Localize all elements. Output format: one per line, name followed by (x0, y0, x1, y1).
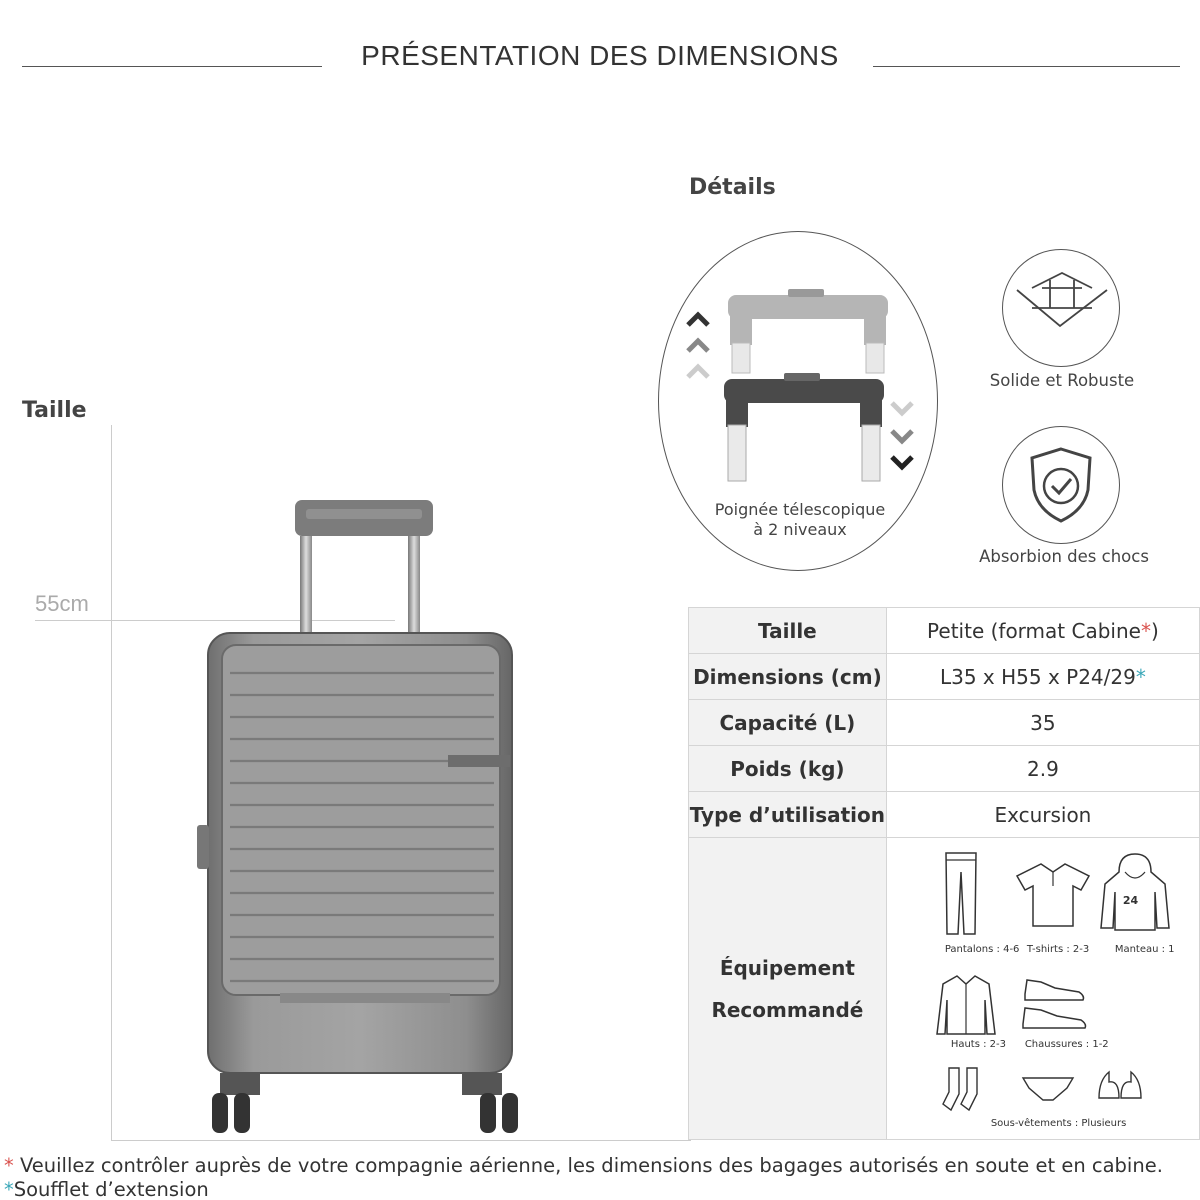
spec-key: Dimensions (cm) (689, 654, 887, 700)
spec-row (689, 792, 1200, 838)
tshirts-label: T-shirts : 2-3 (1026, 944, 1090, 955)
tshirt-icon (1013, 860, 1093, 930)
spec-row (689, 746, 1200, 792)
spec-value: Excursion (886, 792, 1199, 838)
shield-check-icon (1028, 446, 1094, 524)
shirt-icon (933, 972, 999, 1038)
spec-key: Taille (689, 608, 887, 654)
handle-caption-line1: Poignée télescopique (714, 500, 886, 519)
coat-label: Manteau : 1 (1114, 944, 1175, 955)
equipment-cell (886, 838, 1199, 1140)
spec-row (689, 700, 1200, 746)
spec-value (886, 654, 1199, 700)
footnote-star-red: * (4, 1154, 14, 1177)
feature-label-shock: Absorbion des chocs (979, 547, 1149, 566)
feature-label-structure: Solide et Robuste (989, 371, 1135, 390)
spec-row (689, 654, 1200, 700)
underwear-icon (1021, 1074, 1075, 1104)
spec-value: 2.9 (886, 746, 1199, 792)
bra-icon (1095, 1068, 1145, 1102)
spec-key: Poids (kg) (689, 746, 887, 792)
pants-label: Pantalons : 4-6 (944, 944, 1020, 955)
handle-caption (690, 500, 910, 540)
footnote-star-red: * (1140, 618, 1151, 643)
footnote-star-teal: * (4, 1178, 14, 1200)
equipment-key-line1: Équipement (719, 955, 855, 980)
equipment-key-line2: Recommandé (711, 997, 864, 1022)
tops-label: Hauts : 2-3 (950, 1039, 1006, 1050)
spec-value-suffix: ) (1150, 618, 1159, 643)
spec-value-text: L35 x H55 x P24/29 (939, 664, 1136, 689)
equipment-key (689, 838, 887, 1140)
shoes-icon (1019, 968, 1089, 1032)
underwear-label: Sous-vêtements : Plusieurs (990, 1118, 1127, 1129)
hoodie-number: 24 (1122, 894, 1139, 907)
hoodie-icon (1097, 850, 1173, 934)
spec-value-text: Petite (format Cabine (927, 618, 1141, 643)
handle-caption-line2: à 2 niveaux (753, 520, 847, 539)
telescopic-handle-icon (680, 285, 920, 485)
footnote-line1 (4, 1154, 1163, 1177)
footnote-line2 (4, 1178, 209, 1200)
spec-row (689, 608, 1200, 654)
size-label: Taille (22, 398, 87, 423)
details-label: Détails (689, 175, 776, 200)
spec-table (688, 607, 1200, 1140)
structure-icon (1012, 268, 1112, 338)
footnote-star-teal: * (1135, 664, 1146, 689)
footnote-text-2: Soufflet d’extension (13, 1178, 209, 1200)
size-axis (111, 425, 112, 1140)
spec-key: Type d’utilisation (689, 792, 887, 838)
spec-value: 35 (886, 700, 1199, 746)
spec-key: Capacité (L) (689, 700, 887, 746)
socks-icon (941, 1064, 985, 1114)
spec-row-equipment (689, 838, 1200, 1140)
shoes-label: Chaussures : 1-2 (1024, 1039, 1109, 1050)
height-value: 55cm (35, 591, 89, 616)
page-title: PRÉSENTATION DES DIMENSIONS (361, 40, 839, 71)
pants-icon (943, 850, 979, 936)
suitcase-image (190, 495, 530, 1155)
footnote-text-1: Veuillez contrôler auprès de votre compagnie aérienne, les dimensions des bagages autorisés en soute et en cabine. (13, 1154, 1163, 1177)
spec-value (886, 608, 1199, 654)
